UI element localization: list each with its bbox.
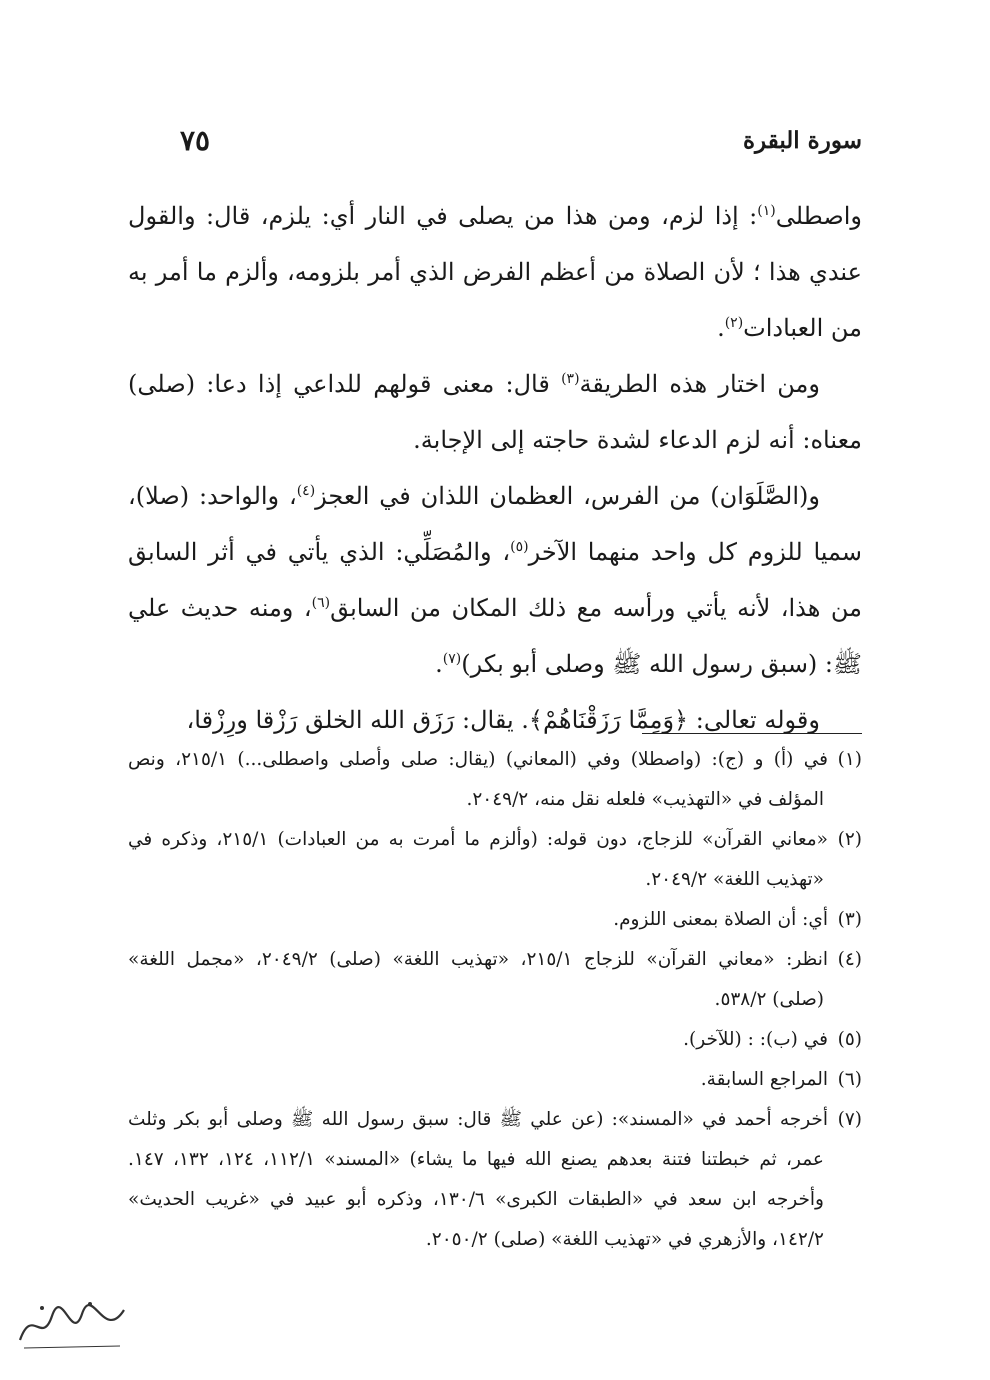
paragraph-text: ، ومنه حديث علي ﷺ: (سبق رسول الله ﷺ وصلى أبو بكر) (128, 594, 862, 678)
running-title: سورة البقرة (742, 126, 862, 154)
main-paragraph (128, 468, 862, 692)
paragraph-text: : إذا لزم، ومن هذا من يصلى في النار أي: يلزم، قال: والقول عندي هذا ؛ لأن الصلاة من أعظم الفرض الذي أمر بلزومه، وألزم ما أمر به من العبادات (128, 202, 862, 342)
footnote-text: أخرجه أحمد في «المسند»: (عن علي ﷺ قال: سبق رسول الله ﷺ وصلى أبو بكر وثلث عمر، ثم خبطتنا فتنة بعدهم يصنع الله فيها ما يشاء) «المسند» ١١٢/١، ١٢٤، ١٣٢، ١٤٧. وأخرجه ابن سعد في «الطبقات الكبرى» ١٣٠/٦، وذكره أبو عبيد في «غريب الحديث» ١٤٢/٢، والأزهري في «تهذيب اللغة» (صلى) ٢٠٥٠/٢. (128, 1109, 828, 1250)
footnote-number: (٥) (837, 1029, 862, 1050)
paragraph-text: وقوله تعالى: ﴿وَمِمَّا رَزَقْنَاهُمْ﴾. يقال: رَزَق الله الخلق رَزْقا ورِزْقا، (186, 706, 820, 734)
page-number: ٧٥ (180, 123, 211, 157)
footnote-reference: (٦) (311, 595, 331, 611)
footnote-number: (٣) (837, 909, 862, 930)
footnote-reference: (٥) (510, 539, 529, 555)
footnote (128, 820, 862, 900)
footnote-text: في (ب): : (للآخر). (683, 1029, 828, 1050)
footnote-reference: (٣) (561, 371, 580, 387)
footnote (128, 900, 862, 940)
footnote-text: انظر: «معاني القرآن» للزجاج ٢١٥/١، «تهذيب اللغة» (صلى) ٢٠٤٩/٢، «مجمل اللغة» (صلى) ٥٣٨/٢. (128, 949, 829, 1010)
footnotes-section (128, 740, 862, 1260)
footnote-number: (١) (837, 749, 862, 770)
footnote-number: (٦) (837, 1069, 862, 1090)
footnote (128, 940, 862, 1020)
footnote-number: (٢) (837, 829, 863, 850)
footnote-text: المراجع السابقة. (700, 1069, 828, 1090)
footnote (128, 1100, 862, 1260)
footnote-text: أي: أن الصلاة بمعنى اللزوم. (613, 909, 828, 930)
paragraph-text: . (435, 650, 443, 678)
footnote-reference: (١) (757, 203, 776, 219)
footnote (128, 740, 862, 820)
paragraph-text: و(الصَّلَوَان) من الفرس، العظمان اللذان في العجز (315, 482, 820, 510)
watermark-logo (12, 1296, 132, 1356)
footnote-reference: (٧) (442, 651, 462, 667)
main-paragraph (128, 356, 862, 468)
main-paragraph (128, 188, 862, 356)
paragraph-text: ، والمُصَلِّي: الذي يأتي في أثر السابق من هذا، لأنه يأتي ورأسه مع ذلك المكان من السابق (128, 538, 862, 622)
footnote-number: (٤) (837, 949, 863, 970)
paragraph-text: قال: معنى قولهم للداعي إذا دعا: (صلى) معناه: أنه لزم الدعاء لشدة حاجته إلى الإجابة. (128, 370, 862, 454)
footnote (128, 1060, 862, 1100)
footnote-text: في (أ) و (ج): (واصطلا) وفي (المعاني) (يقال: صلى وأصلى واصطلى...) ٢١٥/١، ونص المؤلف في «التهذيب» فلعله نقل منه، ٢٠٤٩/٢. (128, 749, 828, 810)
page-header (180, 120, 862, 160)
paragraph-text: ، والواحد: (صلا)، سميا للزوم كل واحد منهما الآخر (128, 482, 862, 566)
main-text-body (128, 188, 862, 748)
footnote-number: (٧) (837, 1109, 862, 1130)
footnote-reference: (٤) (296, 483, 316, 499)
footnote-reference: (٢) (724, 315, 744, 331)
footnote-text: «معاني القرآن» للزجاج، دون قوله: (وألزم ما أمرت به من العبادات) ٢١٥/١، وذكره في «تهذيب اللغة» ٢٠٤٩/٢. (128, 829, 829, 890)
paragraph-text: . (717, 314, 725, 342)
footnote (128, 1020, 862, 1060)
footnote-separator (642, 733, 862, 734)
paragraph-text: ومن اختار هذه الطريقة (579, 370, 820, 398)
paragraph-text: واصطلى (775, 202, 862, 230)
